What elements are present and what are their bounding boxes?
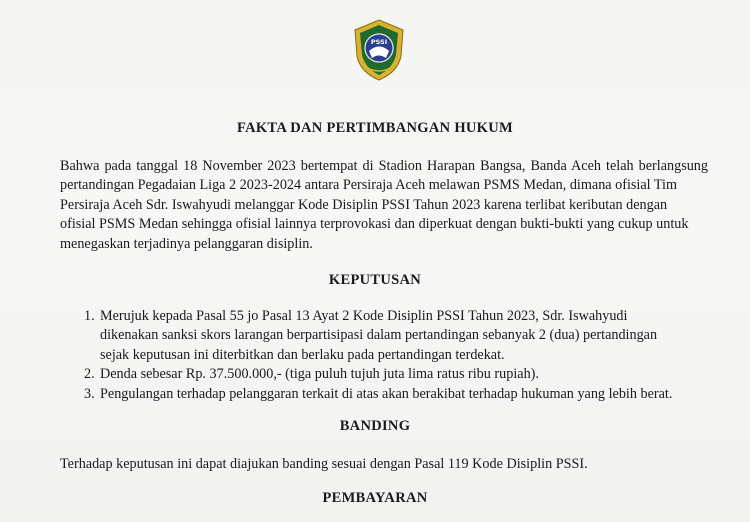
facts-paragraph <box>60 157 708 254</box>
facts-heading: FAKTA DAN PERTIMBANGAN HUKUM <box>237 120 513 136</box>
decision-item <box>84 385 708 404</box>
decision-list <box>84 307 708 404</box>
decision-item-line: sejak keputusan ini diterbitkan dan berlaku pada pertandingan terdekat. <box>100 346 505 363</box>
decision-item-line: Merujuk kepada Pasal 55 jo Pasal 13 Ayat 2 Kode Disiplin PSSI Tahun 2023, Sdr. Iswahyudi <box>100 308 628 324</box>
decision-heading: KEPUTUSAN <box>328 272 422 288</box>
appeal-heading: BANDING <box>339 418 411 434</box>
appeal-text: Terhadap keputusan ini dapat diajukan banding sesuai dengan Pasal 119 Kode Disiplin PSSI. <box>60 456 588 472</box>
decision-item-line: Pengulangan terhadap pelanggaran terkait di atas akan berakibat terhadap hukuman yang lebih berat. <box>100 385 673 402</box>
facts-line: menegaskan terjadinya pelanggaran disiplin. <box>60 235 313 252</box>
decision-item <box>84 365 708 384</box>
decision-item-line: Denda sebesar Rp. 37.500.000,- (tiga puluh tujuh juta lima ratus ribu rupiah). <box>100 366 539 383</box>
facts-line: Bahwa pada tanggal 18 November 2023 bertempat di Stadion Harapan Bangsa, Banda Aceh telah berlangsung <box>60 158 708 174</box>
pssi-logo <box>352 18 406 82</box>
logo-text: PSSI <box>370 38 388 46</box>
decision-item <box>84 307 708 365</box>
decision-item-line: dikenakan sanksi skors larangan berpartisipasi dalam pertandingan sebanyak 2 (dua) pertandingan <box>100 327 658 344</box>
decision-item-number: 2. <box>84 366 95 383</box>
facts-line: Persiraja Aceh Sdr. Iswahyudi melanggar Kode Disiplin PSSI Tahun 2023 karena terlibat keributan dengan <box>60 196 668 213</box>
decision-item-number: 3. <box>84 385 95 402</box>
appeal-paragraph <box>60 455 708 474</box>
payment-heading: PEMBAYARAN <box>322 490 428 506</box>
decision-item-number: 1. <box>84 308 95 324</box>
facts-line: pertandingan Pegadaian Liga 2 2023-2024 antara Persiraja Aceh melawan PSMS Medan, dimana ofisial Tim <box>60 177 678 194</box>
facts-line: ofisial PSMS Medan sehingga ofisial lainnya terprovokasi dan diperkuat dengan bukti-bukti yang cukup untuk <box>60 216 689 233</box>
